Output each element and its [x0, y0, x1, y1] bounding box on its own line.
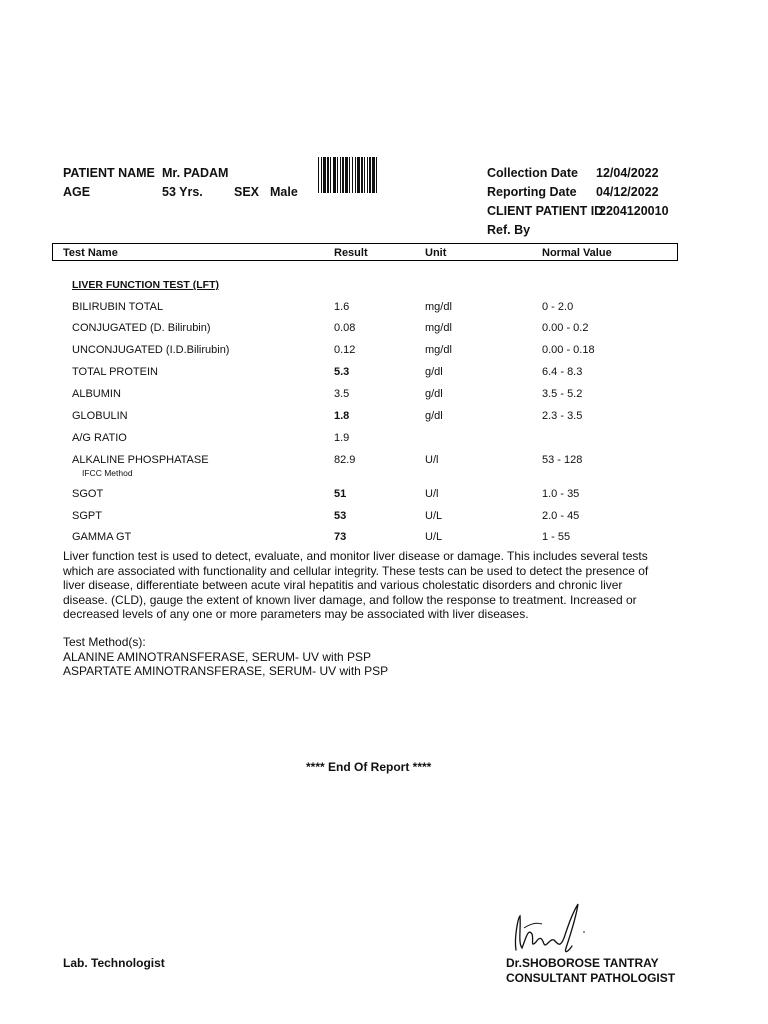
test-name: GAMMA GT — [72, 531, 132, 543]
patient-name-label: PATIENT NAME — [63, 166, 155, 180]
test-unit: U/L — [425, 510, 443, 522]
test-normal: 53 - 128 — [542, 454, 583, 466]
test-normal: 0.00 - 0.18 — [542, 344, 595, 356]
test-unit: g/dl — [425, 410, 443, 422]
reporting-date-label: Reporting Date — [487, 185, 577, 199]
test-name: CONJUGATED (D. Bilirubin) — [72, 322, 211, 334]
table-row — [0, 301, 768, 317]
header-test-name: Test Name — [63, 247, 118, 259]
test-normal: 1 - 55 — [542, 531, 571, 543]
test-name: TOTAL PROTEIN — [72, 366, 158, 378]
table-row — [0, 454, 768, 480]
doctor-title: CONSULTANT PATHOLOGIST — [506, 971, 676, 985]
test-normal: 1.0 - 35 — [542, 488, 580, 500]
table-row — [0, 488, 768, 504]
description-paragraph — [63, 549, 663, 622]
test-result: 1.6 — [334, 301, 350, 313]
lab-technologist-label: Lab. Technologist — [63, 956, 165, 970]
client-id-label: CLIENT PATIENT ID — [487, 204, 604, 218]
test-result: 51 — [334, 488, 347, 500]
test-name: SGOT — [72, 488, 104, 500]
test-result: 5.3 — [334, 366, 350, 378]
collection-date-label: Collection Date — [487, 166, 578, 180]
table-row — [0, 388, 768, 404]
test-normal: 0.00 - 0.2 — [542, 322, 589, 334]
barcode — [318, 157, 408, 193]
test-name: A/G RATIO — [72, 432, 127, 444]
test-methods — [63, 635, 388, 679]
doctor-signature-block — [506, 956, 675, 986]
table-row — [0, 510, 768, 526]
sex-value: Male — [270, 185, 298, 199]
test-result: 3.5 — [334, 388, 350, 400]
method-item: ASPARTATE AMINOTRANSFERASE, SERUM- UV with PSP — [63, 664, 389, 678]
table-row — [0, 366, 768, 382]
methods-title: Test Method(s): — [63, 635, 146, 649]
description-text: Liver function test is used to detect, evaluate, and monitor liver disease or damage. This includes several tests which are associated with functionality and cellular integrity. These tests can be used to detect the presence of liver disease, differentiate between acute viral hepatitis and various cholestatic disorders and chronic liver disease. (CLD), gauge the extent of known liver damage, and follow the response to treatment. Increased or decreased levels of any one or more parameters may be associated with liver diseases. — [63, 549, 649, 621]
test-normal: 0 - 2.0 — [542, 301, 574, 313]
table-row — [0, 410, 768, 426]
age-label: AGE — [63, 185, 91, 199]
signature-image — [506, 898, 592, 960]
table-row — [0, 344, 768, 360]
end-of-report: **** End Of Report **** — [306, 760, 432, 774]
test-name: GLOBULIN — [72, 410, 128, 422]
test-unit: U/l — [425, 454, 439, 466]
test-result: 1.9 — [334, 432, 350, 444]
sex-label: SEX — [234, 185, 260, 199]
test-normal: 3.5 - 5.2 — [542, 388, 583, 400]
test-result: 1.8 — [334, 410, 350, 422]
patient-name: Mr. PADAM — [162, 166, 229, 180]
age-value: 53 Yrs. — [162, 185, 203, 199]
test-unit: U/L — [425, 531, 443, 543]
test-result: 53 — [334, 510, 347, 522]
table-row — [0, 432, 768, 448]
test-normal: 2.0 - 45 — [542, 510, 580, 522]
header-result: Result — [334, 247, 368, 259]
test-normal: 2.3 - 3.5 — [542, 410, 583, 422]
test-unit: mg/dl — [425, 322, 452, 334]
table-header — [52, 243, 678, 261]
client-id: 2204120010 — [599, 204, 669, 218]
test-name: ALKALINE PHOSPHATASE — [72, 454, 209, 466]
test-result: 82.9 — [334, 454, 356, 466]
test-result: 0.08 — [334, 322, 356, 334]
table-row — [0, 322, 768, 338]
test-result: 0.12 — [334, 344, 356, 356]
ref-by-label: Ref. By — [487, 223, 531, 237]
section-title: LIVER FUNCTION TEST (LFT) — [72, 279, 219, 291]
doctor-name: Dr.SHOBOROSE TANTRAY — [506, 956, 659, 970]
test-normal: 6.4 - 8.3 — [542, 366, 583, 378]
test-unit: mg/dl — [425, 344, 452, 356]
test-name: SGPT — [72, 510, 102, 522]
test-name: BILIRUBIN TOTAL — [72, 301, 164, 313]
method-item: ALANINE AMINOTRANSFERASE, SERUM- UV with PSP — [63, 649, 372, 664]
header-normal-value: Normal Value — [542, 247, 612, 259]
collection-date: 12/04/2022 — [596, 166, 659, 180]
reporting-date: 04/12/2022 — [596, 185, 659, 199]
test-unit: mg/dl — [425, 301, 452, 313]
test-method-note: IFCC Method — [82, 468, 133, 478]
header-unit: Unit — [425, 247, 447, 259]
test-result: 73 — [334, 531, 347, 543]
test-unit: g/dl — [425, 388, 443, 400]
test-name: ALBUMIN — [72, 388, 121, 400]
test-name: UNCONJUGATED (I.D.Bilirubin) — [72, 344, 230, 356]
table-row — [0, 531, 768, 547]
test-unit: g/dl — [425, 366, 443, 378]
test-unit: U/l — [425, 488, 439, 500]
